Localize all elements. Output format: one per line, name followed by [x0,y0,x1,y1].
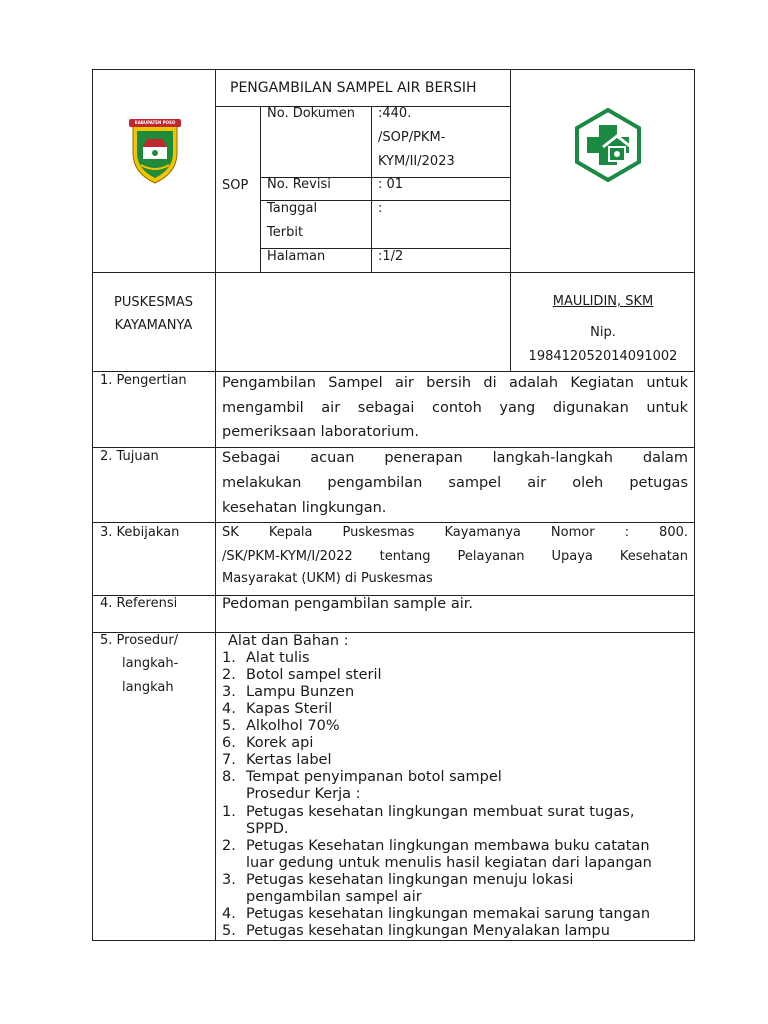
header-right-divider [510,69,511,272]
label-tanggal: Tanggal [267,201,318,216]
list-item: 1. [222,650,236,666]
table-border-top [92,69,695,70]
list-item: Petugas kesehatan lingkungan Menyalakan lampu [246,923,610,939]
puskesmas-logo-icon [573,107,643,183]
list-item: Petugas kesehatan lingkungan menuju lokasi [246,872,574,888]
list-item: 4. [222,701,236,717]
org-name-line-2: KAYAMANYA [114,318,193,333]
table-border-left [92,69,93,941]
nip-label: Nip. [590,325,616,340]
label-terbit: Terbit [267,225,304,240]
list-item: Lampu Bunzen [246,684,355,700]
label-no-revisi: No. Revisi [267,177,331,192]
document-title: PENGAMBILAN SAMPEL AIR BERSIH [230,80,477,96]
section-label-referensi: 4. Referensi [100,596,178,611]
list-item: Alkolhol 70% [246,718,340,734]
section-label-prosedur: 5. Prosedur/ [100,633,179,648]
value-no-revisi: : 01 [378,177,404,192]
nip-value: 198412052014091002 [528,349,678,364]
label-column-divider [215,69,216,941]
list-item: SPPD. [246,821,289,837]
list-item: 8. [222,769,236,785]
list-item: 4. [222,906,236,922]
list-item: 5. [222,923,236,939]
list-item: 5. [222,718,236,734]
list-item: Kapas Steril [246,701,333,717]
list-item: Petugas kesehatan lingkungan memakai sarung tangan [246,906,651,922]
section-label-tujuan: 2. Tujuan [100,449,159,464]
sop-label: SOP [222,178,249,193]
value-tanggal: : [378,201,383,216]
crest-banner-text: KABUPATEN POSO [134,120,176,125]
table-border-bottom [92,940,695,941]
list-item: 3. [222,872,236,888]
kebijakan-line-1: SK Kepala Puskesmas Kayamanya Nomor : 800. [222,525,688,540]
value-no-dokumen-3: KYM/II/2023 [378,154,455,169]
list-item: Alat tulis [246,650,310,666]
tujuan-line-2: melakukan pengambilan sampel air oleh petugas [222,475,688,491]
list-item: 3. [222,684,236,700]
org-name-line-1: PUSKESMAS [114,295,193,310]
tujuan-line-1: Sebagai acuan penerapan langkah-langkah dalam [222,450,688,466]
tools-heading: Alat dan Bahan : [228,633,349,649]
list-item: 1. [222,804,236,820]
referensi-line-1: Pedoman pengambilan sample air. [222,596,473,612]
signer-name: MAULIDIN, SKM [552,294,654,309]
header-bottom-line [92,272,695,273]
kabupaten-poso-crest-icon [127,113,183,185]
list-item: Petugas kesehatan lingkungan membuat surat tugas, [246,804,635,820]
list-item: Korek api [246,735,314,751]
list-item: Petugas Kesehatan lingkungan membawa buku catatan [246,838,650,854]
pengertian-line-2: mengambil air sebagai contoh yang digunakan untuk [222,400,688,416]
list-item: Tempat penyimpanan botol sampel [246,769,502,785]
pengertian-line-1: Pengambilan Sampel air bersih di adalah Kegiatan untuk [222,375,688,391]
label-halaman: Halaman [267,249,326,264]
section-label-langkah-1: langkah- [122,656,179,671]
list-item: luar gedung untuk menulis hasil kegiatan dari lapangan [246,855,652,871]
pengertian-line-3: pemeriksaan laboratorium. [222,424,419,440]
value-halaman: :1/2 [378,249,404,264]
section-label-langkah-2: langkah [122,680,174,695]
section-line-4 [92,632,695,633]
value-no-dokumen-2: /SOP/PKM- [378,130,446,145]
list-item: 6. [222,735,236,751]
list-item: Kertas label [246,752,332,768]
kebijakan-line-2: /SK/PKM-KYM/I/2022 tentang Pelayanan Upaya Kesehatan [222,549,688,564]
list-item: 2. [222,667,236,683]
value-no-dokumen-1: :440. [378,106,412,121]
section-label-kebijakan: 3. Kebijakan [100,525,180,540]
list-item: 7. [222,752,236,768]
list-item: pengambilan sampel air [246,889,422,905]
table-border-right [694,69,695,941]
kebijakan-line-3: Masyarakat (UKM) di Puskesmas [222,571,433,586]
list-item: 2. [222,838,236,854]
tujuan-line-3: kesehatan lingkungan. [222,500,387,516]
section-label-pengertian: 1. Pengertian [100,373,187,388]
list-item: Botol sampel steril [246,667,382,683]
steps-heading: Prosedur Kerja : [246,786,361,802]
label-no-dokumen: No. Dokumen [267,106,355,121]
